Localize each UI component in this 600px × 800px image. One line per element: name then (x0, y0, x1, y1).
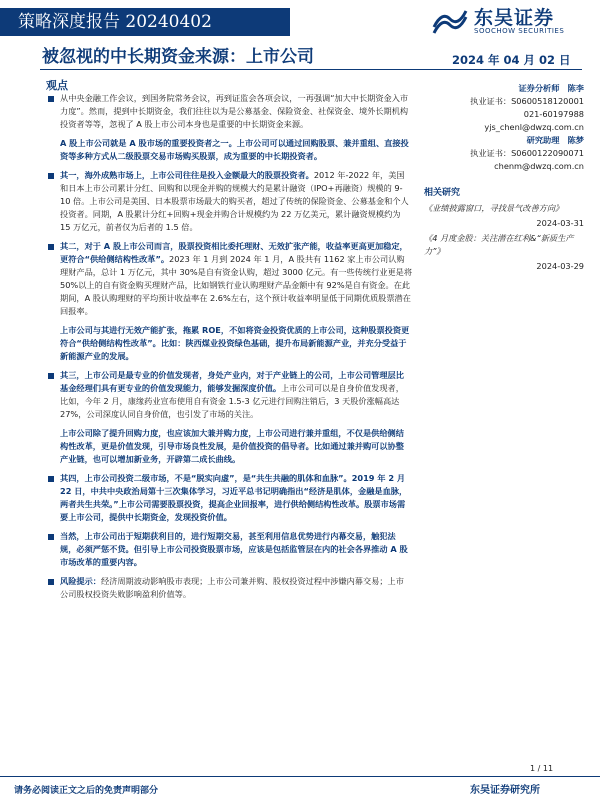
paragraph-4 (46, 240, 412, 318)
paragraph-7-body: 上市公司除了提升回购力度，也应该加大兼并购力度，上市公司进行兼并重组，不仅是供给侧结构性改革，更是价值发现，引导市场良性发展，是价值投资的倡导者。比如通过兼并购可以协整产业链，也可以增加新业务，开辟第二成长曲线。 (60, 428, 404, 464)
paragraph-3-body: 2012 年-2022 年，美国和日本上市公司累计分红、回购和以现金并购的规模大约是累计融资（IPO+再融资）规模的 9-10 倍。上市公司是美国、日本股票市场最大的购买者，超过了传统的保险资金、公募基金和个人投资者。同期，A 股累计分红+回购+现金并购合计规模约为 22 万亿美元，累计融资规模约为 15 万亿元，前者仅为后者的 1.5 倍。 (60, 170, 409, 232)
paragraph-7 (46, 427, 412, 466)
paragraph-10 (46, 575, 412, 601)
related-research-title: 相关研究 (424, 188, 461, 198)
paragraph-3-lead: 其一，海外成熟市场上，上市公司往往是投入金额最大的股票投资者。 (60, 170, 314, 180)
paragraph-10-body: 经济周期波动影响股市表现；上市公司兼并购、股权投资过程中涉嫌内幕交易；上市公司股权投资失败影响盈利价值等。 (60, 576, 404, 599)
paragraph-6-body: 上市公司可以是自身价值发现者，比如，今年 2 月，康缘药业宣布使用自有资金 1.5-3 亿元进行回购注销后，3 天股价涨幅高达 27%，公司深度认同自身价值，也引发了市场的关注。 (60, 383, 404, 419)
disclaimer-note: 请务必阅读正文之后的免责声明部分 (14, 786, 159, 796)
report-date: 2024 年 04 月 02 日 (452, 53, 571, 67)
paragraph-8-lead: 其四，上市公司投资二级市场，不是“脱实向虚”，是“共生共融的肌体和血脉”。2019 年 2 月 22 日，中共中央政治局第十三次集体学习，习近平总书记明确指出“经济是肌体，金融是血脉，两者共生共荣。”上市公司需要股票投资，提高企业回报率，进行供给侧结构性改革。股票市场需要上市公司，提供中长期资金，发现投资价值。 (60, 473, 408, 522)
paragraph-5-body: 上市公司与其进行无效产能扩张，拖累 ROE，不如将资金投资优质的上市公司，这种股票投资更符合“供给侧结构性改革”。比如：陕西煤业投资绿色基础，提升布局新能源产业，并充分受益于新能源产业的发展。 (60, 325, 410, 361)
paragraph-6-lead: 其三，上市公司是最专业的价值发现者，身处产业内，对于产业链上的公司，上市公司管理层比基金经理们具有更专业的价值发现能力，能够发掘深度价值。 (60, 370, 404, 393)
logo-chinese-name: 东吴证券 (474, 7, 555, 29)
related-item-1-title[interactable]: 《业绩披露窗口，寻找景气改善方向》 (424, 203, 564, 213)
analyst-2-cert: 执业证书：S0600122090071 (470, 148, 584, 158)
paragraph-2 (46, 137, 412, 163)
analyst-2-email[interactable]: chenm@dwzq.com.cn (494, 161, 584, 171)
sidebar (424, 82, 584, 273)
logo-mark-icon (432, 5, 468, 35)
institute-name: 东吴证券研究所 (470, 785, 540, 796)
report-type-banner (0, 8, 290, 36)
footer-divider (0, 776, 600, 777)
paragraph-8 (46, 472, 412, 524)
paragraph-1-body: 从中央金融工作会议，到国务院常务会议，再到证监会各项会议，一再强调“加大中长期资金入市力度”。然而，提到中长期资金，我们往往以为是公募基金、保险资金、社保资金、境外长期机构投资者等等，忽视了 A 股上市公司本身也是重要的中长期资金来源。 (60, 93, 409, 129)
paragraph-4-lead: 其二，对于 A 股上市公司而言，股票投资相比委托理财、无效扩张产能，收益率更高更加稳定，更符合“供给侧结构性改革”。 (60, 241, 408, 264)
related-item-2-title[interactable]: 《4 月度金股：关注潜在红利&“新质生产力”》 (424, 233, 574, 256)
paragraph-9 (46, 530, 412, 569)
paragraph-5 (46, 324, 412, 363)
paragraph-10-lead: 风险提示： (60, 576, 101, 586)
brand-logo (432, 3, 592, 41)
logo-english-name: SOOCHOW SECURITIES (474, 27, 565, 35)
header-divider (40, 69, 582, 70)
paragraph-6 (46, 369, 412, 421)
analyst-1-email[interactable]: yjs_chenl@dwzq.com.cn (484, 122, 584, 132)
paragraph-4-body: 2023 年 1 月到 2024 年 1 月，A 股共有 1162 家上市公司认购理财产品，总计 1 万亿元，其中 30%是自有资金认购，超过 3000 亿元。有一些传统行业更是将 50%以上的自有资金购买理财产品，比如钢铁行业认购理财产品金额中有 92%是自有资金。在此期间，A 股认购理财的平均预计收益率在 2.6%左右，这个预计收益率明显低于同期优质股票潜在回报率。 (60, 254, 413, 316)
paragraph-2-body: A 股上市公司就是 A 股市场的重要投资者之一。上市公司可以通过回购股票、兼并重组、直接投资等多种方式从二级股票交易市场购买股票，成为重要的中长期投资者。 (60, 138, 409, 161)
section-label: 观点 (46, 79, 68, 92)
paragraph-3 (46, 169, 412, 234)
main-content (46, 92, 412, 607)
analyst-1-phone: 021-60197988 (523, 109, 584, 119)
page-number: 1 / 11 (530, 764, 554, 773)
paragraph-1 (46, 92, 412, 131)
paragraph-9-lead: 当然，上市公司出于短期获利目的，进行短期交易，甚至利用信息优势进行内幕交易，触犯法规，必须严惩不贷。但引导上市公司投资股票市场，应该是包括监管层在内的社会各界推动 A 股市场改革的重要内容。 (60, 531, 408, 567)
analyst-1-cert: 执业证书：S0600518120001 (470, 96, 584, 106)
analyst-1-role: 证券分析师 陈李 (518, 83, 584, 93)
report-headline: 被忽视的中长期资金来源：上市公司 (42, 47, 314, 67)
related-item-2-date: 2024-03-29 (536, 261, 584, 271)
related-item-1-date: 2024-03-31 (536, 218, 584, 228)
banner-text: 策略深度报告 20240402 (18, 12, 212, 32)
analyst-2-role: 研究助理 陈梦 (526, 135, 584, 145)
